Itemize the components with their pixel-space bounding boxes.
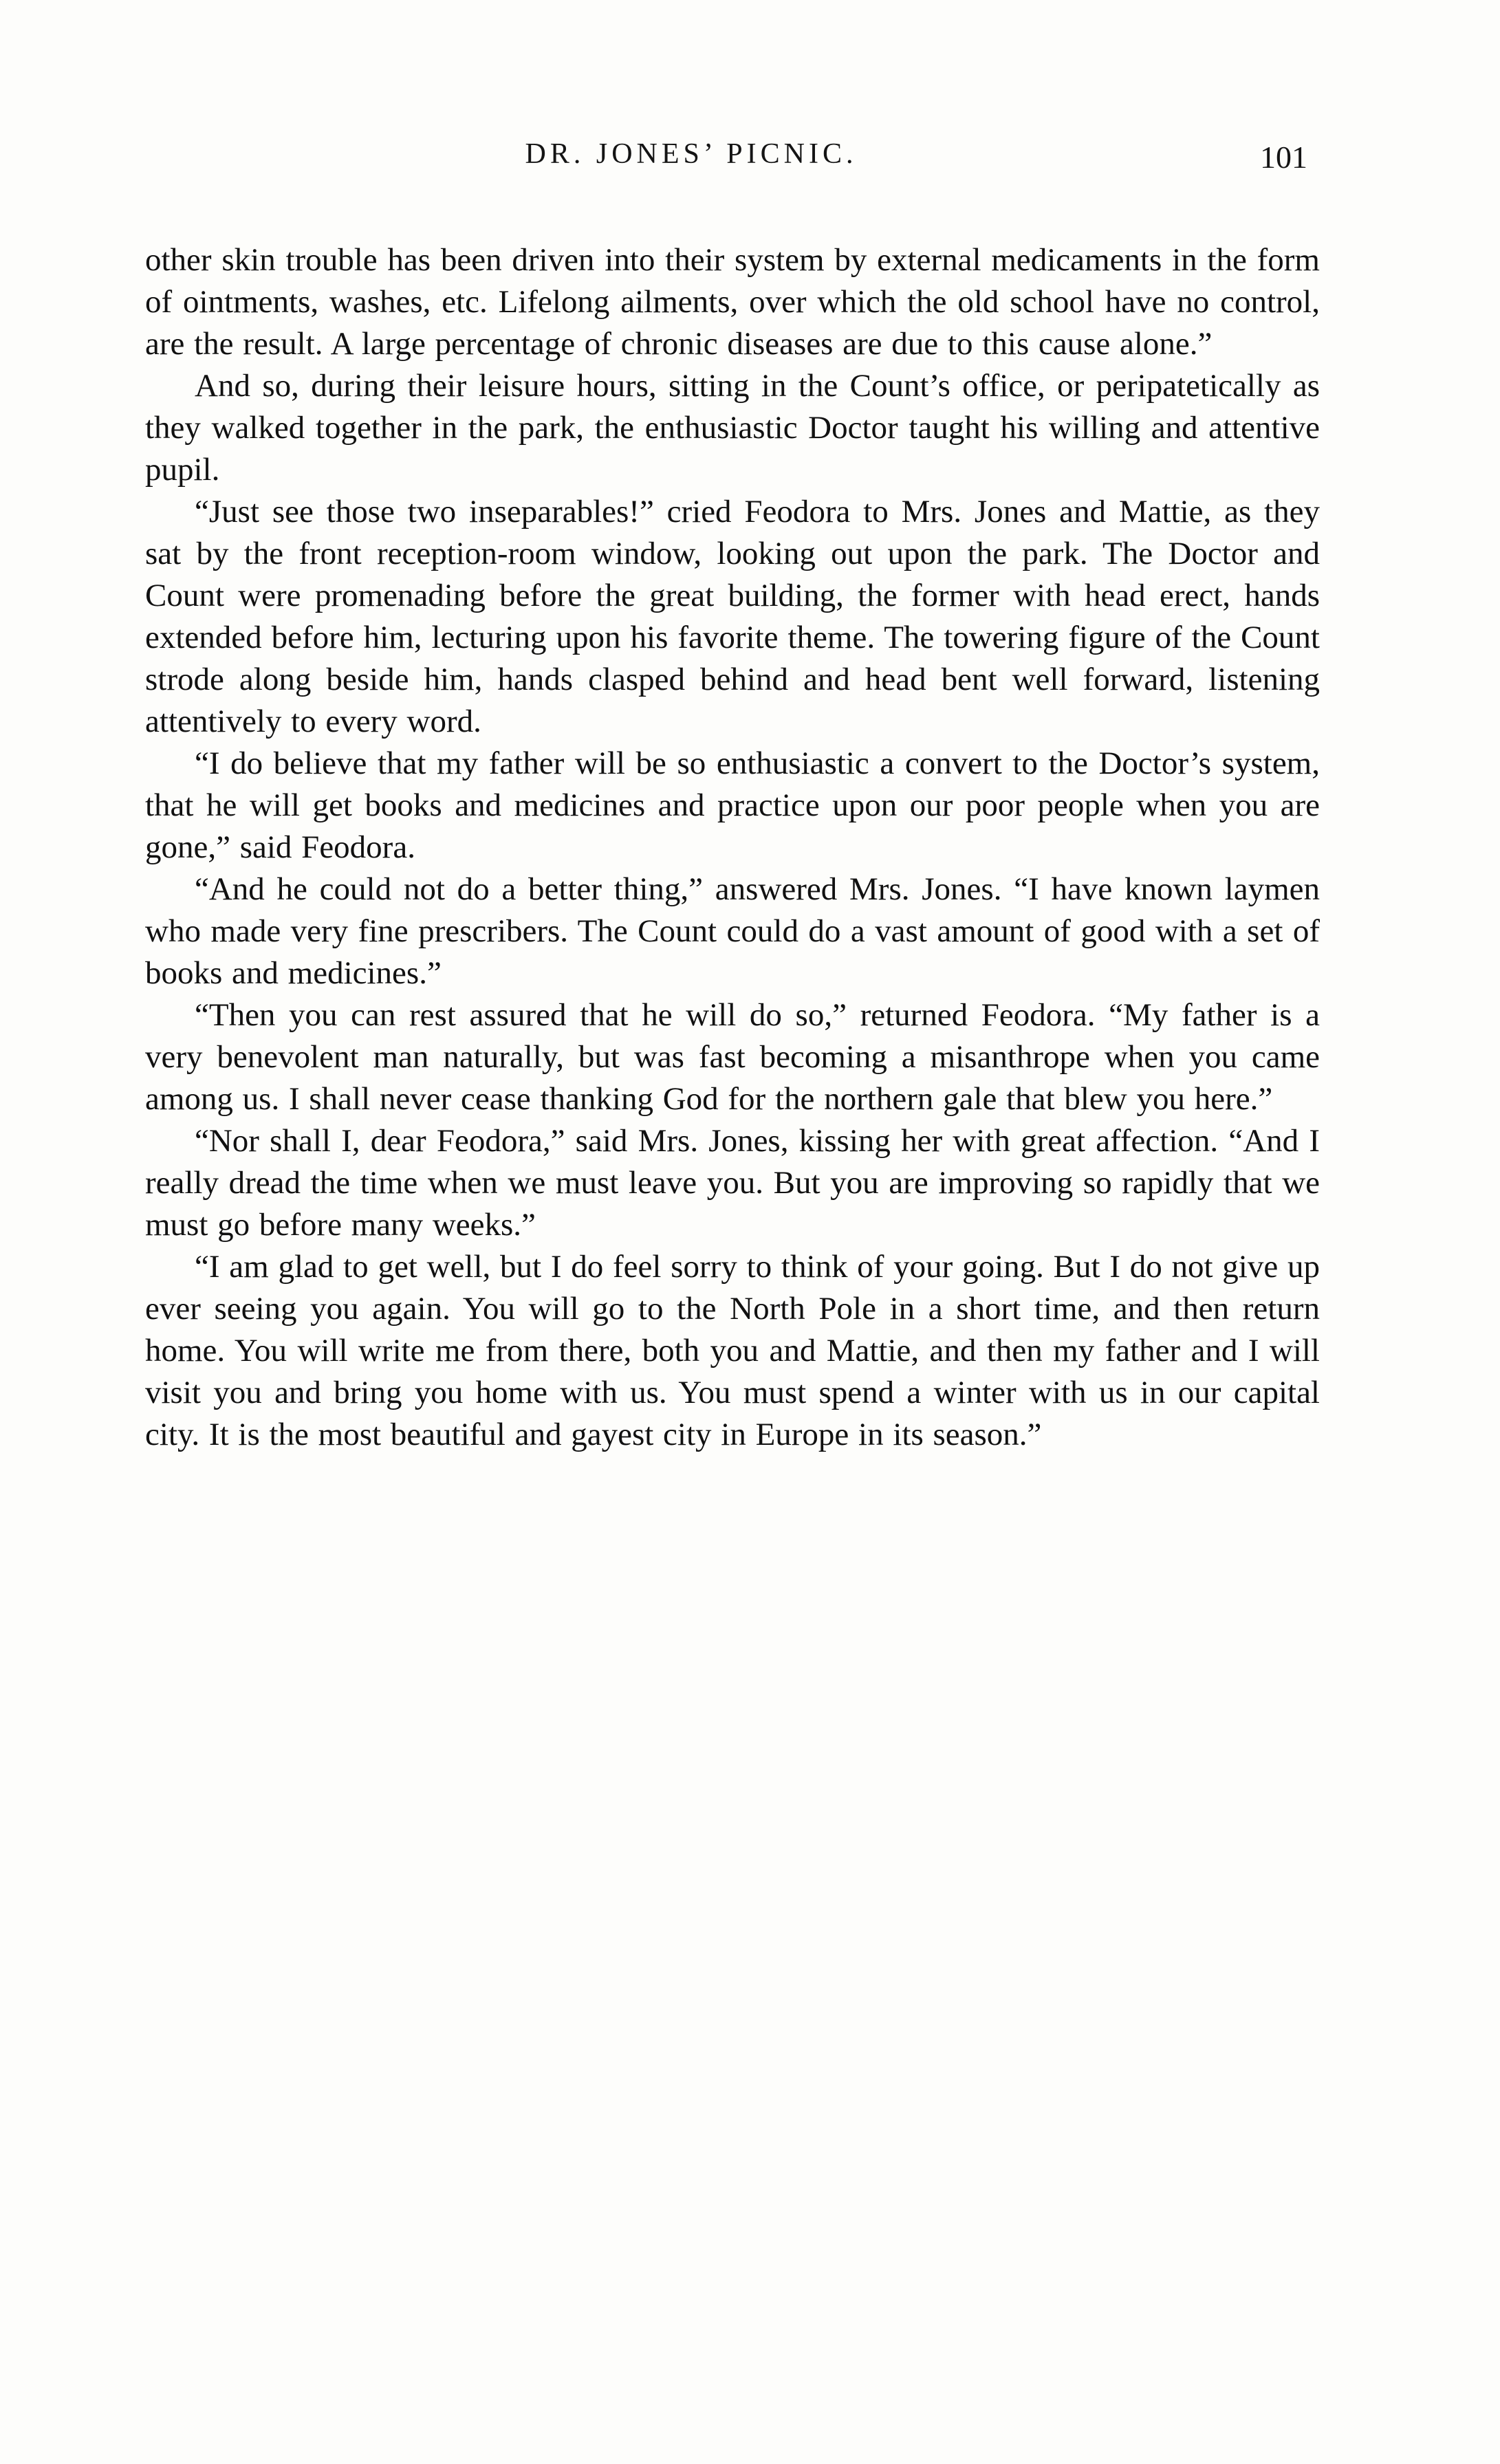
- paragraph-7: “Nor shall I, dear Feodora,” said Mrs. Jones, kissing her with great affection. “And I really dread the time when we must leave you. But you are improving so rapidly that we must go before many weeks.”: [145, 1123, 1320, 1243]
- paragraph-1: other skin trouble has been driven into their system by external medicaments in the form of ointments, washes, etc. Lifelong ailments, over which the old school have no control, are the result. A large percentage of chronic diseases are due to this cause alone.”: [145, 242, 1320, 362]
- paragraph-8: “I am glad to get well, but I do feel sorry to think of your going. But I do not give up ever seeing you again. You will go to the North Pole in a short time, and then return home. You will write me from there, both you and Mattie, and then my father and I will visit you and bring you home with us. You must spend a winter with us in our capital city. It is the most beautiful and gayest city in Europe in its season.”: [145, 1249, 1320, 1452]
- paragraph-5: “And he could not do a better thing,” answered Mrs. Jones. “I have known laymen who made very fine prescribers. The Count could do a vast amount of good with a set of books and medicines.”: [145, 871, 1320, 991]
- paragraph-4: “I do believe that my father will be so enthusiastic a convert to the Doctor’s system, that he will get books and medicines and practice upon our poor people when you are gone,” said Feodora.: [145, 745, 1320, 865]
- page-body: [145, 239, 1320, 1456]
- paragraph-6: “Then you can rest assured that he will do so,” returned Feodora. “My father is a very benevolent man naturally, but was fast becoming a misanthrope when you came among us. I shall never cease thanking God for the northern gale that blew you here.”: [145, 997, 1320, 1117]
- paragraph-2: And so, during their leisure hours, sitting in the Count’s office, or peripatetically as they walked together in the park, the enthusiastic Doctor taught his willing and attentive pupil.: [145, 368, 1320, 488]
- running-title: DR. JONES’ PICNIC.: [525, 138, 858, 170]
- page-number: 101: [1260, 140, 1307, 175]
- running-header: [145, 138, 1320, 186]
- paragraph-3: “Just see those two inseparables!” cried Feodora to Mrs. Jones and Mattie, as they sat by the front reception-room window, looking out upon the park. The Doctor and Count were promenading before the great building, the former with head erect, hands extended before him, lecturing upon his favorite theme. The towering figure of the Count strode along beside him, hands clasped behind and head bent well forward, listening attentively to every word.: [145, 494, 1320, 739]
